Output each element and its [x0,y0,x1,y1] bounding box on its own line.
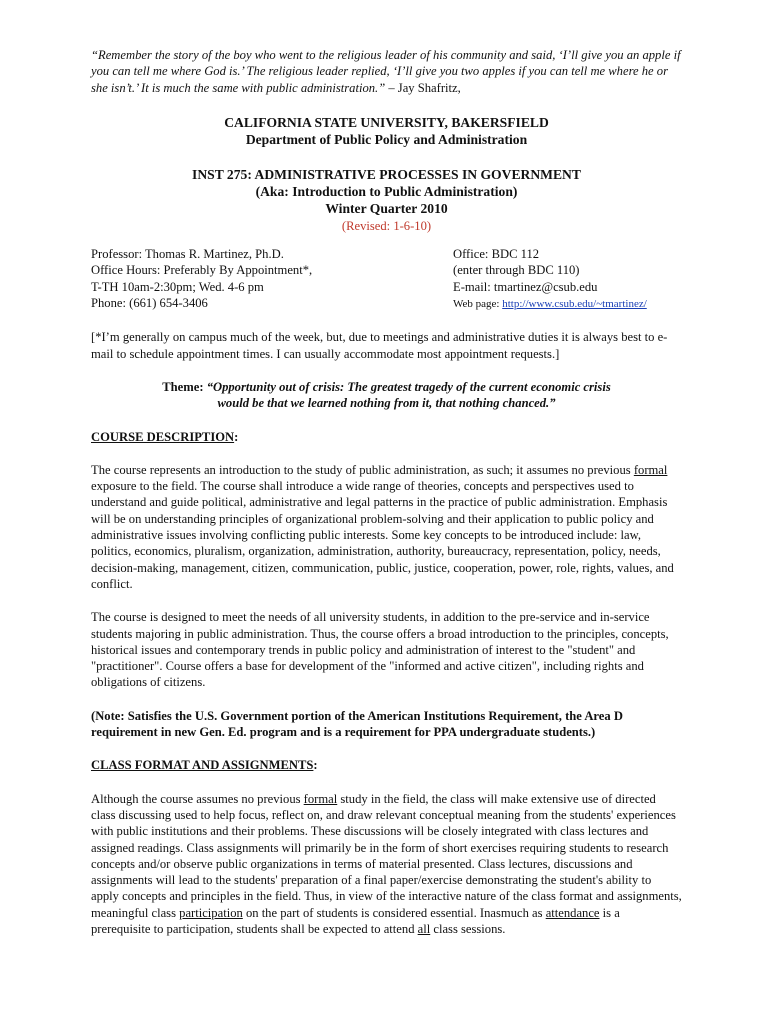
theme-statement [91,379,682,412]
webpage [453,295,682,312]
course-aka: (Aka: Introduction to Public Administration) [255,183,518,199]
course-description-paragraph-1: The course represents an introduction to the study of public administration, as such; it assumes no previous formal exposure to the field. The course shall introduce a wide range of theories, concepts and perspectives used to understand and guide political, administrative and legal patterns in the practice of public administration. Emphasis will be on understanding principles of organizational problem-solving and their application to public policy and administrative issues involving conflicting public interests. Some key concepts to be introduced include: law, politics, economics, pluralism, organization, administration, authority, bureaucracy, representation, policy, needs, decision-making, management, citizen, communication, public, justice, cooperation, power, role, rights, values, and conflict. [91,462,674,591]
quote-text: “Remember the story of the boy who went to the religious leader of his community and said, ‘I’ll give you an apple if you can tell me where God is.’ The religious leader replied, ‘I’ll give you two apples if you can tell me where he or she isn’t.’ It is much the same with public administration.” [91,48,681,95]
course-description-heading: COURSE DESCRIPTION: [91,429,239,444]
office-schedule: T-TH 10am-2:30pm; Wed. 4-6 pm [91,279,264,294]
theme-line-1: “Opportunity out of crisis: The greatest tragedy of the current economic crisis [206,379,611,394]
course-description-paragraph-2: The course is designed to meet the needs of all university students, in addition to the pre-service and in-service students majoring in public administration. Thus, the course offers a broad introduction to the principles, concepts, historical issues and contemporary trends in public policy and administration of interest to the "student" and "practitioner". Course offers a base for development of the "informed and active citizen", including rights and obligations of citizens. [91,610,669,690]
campus-note: [*I’m generally on campus much of the week, but, due to meetings and administrative duties it is always best to e-mail to schedule appointment times. I can usually accommodate most appointment requests.] [91,330,668,361]
quote-attribution: – Jay Shafritz, [385,80,461,95]
office-location: Office: BDC 112 [453,247,540,262]
contact-info [91,246,682,312]
contact-right-column [453,246,682,312]
webpage-link[interactable]: http://www.csub.edu/~tmartinez/ [502,298,647,311]
class-format-heading: CLASS FORMAT AND ASSIGNMENTS: [91,758,318,773]
phone-number: Phone: (661) 654-3406 [91,296,208,311]
opening-quote [91,47,682,96]
professor-name: Professor: Thomas R. Martinez, Ph.D. [91,247,284,262]
course-title: INST 275: ADMINISTRATIVE PROCESSES IN GOVERNMENT [192,166,581,182]
office-entry-note: (enter through BDC 110) [453,263,580,278]
requirement-note: (Note: Satisfies the U.S. Government portion of the American Institutions Requirement, the Area D requirement in new Gen. Ed. program and is a requirement for PPA undergraduate students.) [91,708,623,740]
webpage-label: Web page: [453,298,503,311]
class-format-paragraph: Although the course assumes no previous formal study in the field, the class will make extensive use of directed class discussing used to help focus, reflect on, and draw relevant conceptual meaning from the students' experiences with public institutions and their problems. These discussions will be closely integrated with class lectures and assigned readings. Class assignments will primarily be in the form of short exercises requiring students to research concepts and/or observe public organizations in terms of material presented. Class lectures, discussions and assignments will lead to the students' preparation of a final paper/exercise demonstrating the student's ability to apply concepts and principles in the field. Thus, in view of the interactive nature of the class format and assignments, meaningful class participation on the part of students is considered essential. Inasmuch as attendance is a prerequisite to participation, students shall be expected to attend all class sessions. [91,791,682,936]
theme-line-2: would be that we learned nothing from it, that nothing chanced.” [217,396,556,411]
contact-left-column [91,246,453,312]
university-name: CALIFORNIA STATE UNIVERSITY, BAKERSFIELD [224,114,549,130]
revised-date: (Revised: 1-6-10) [341,218,432,233]
theme-label: Theme: [162,379,207,394]
course-term: Winter Quarter 2010 [325,200,448,216]
office-hours: Office Hours: Preferably By Appointment*, [91,263,313,278]
department-name: Department of Public Policy and Administration [245,131,528,147]
email-address: E-mail: tmartinez@csub.edu [453,279,598,294]
